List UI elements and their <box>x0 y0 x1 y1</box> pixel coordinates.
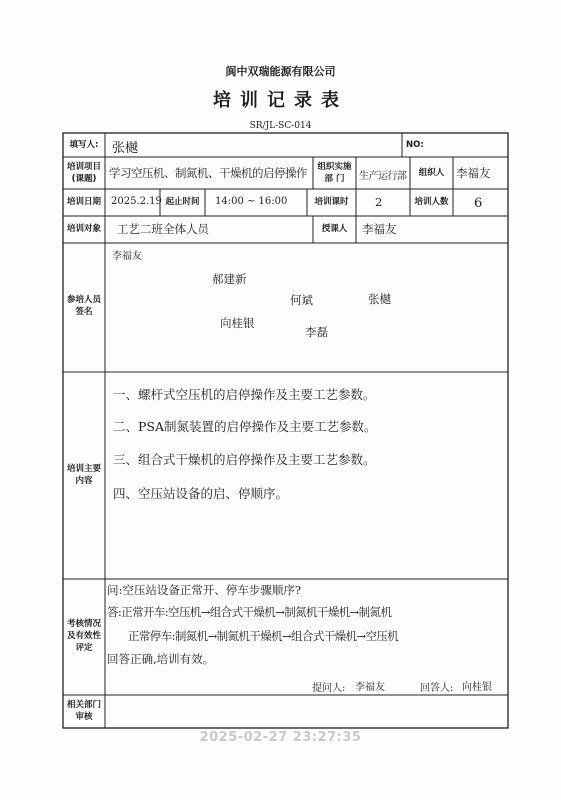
form-code: SR/JL-SC-014 <box>249 121 312 131</box>
target-value: 工艺二班全体人员 <box>117 222 209 236</box>
main-content-label: 培训主要 内容 <box>66 464 101 486</box>
company-name: 阆中双瑞能源有限公司 <box>225 65 336 78</box>
organizer-label: 组织人 <box>418 168 445 178</box>
lecturer-label: 授课人 <box>321 224 348 234</box>
date-label: 培训日期 <box>66 197 101 207</box>
org-dept-value: 生产运行部 <box>359 171 407 182</box>
form-title: 培训记录表 <box>213 90 348 111</box>
evaluation-answer-stop: 正常停车:制氮机→制氮机干燥机→组合式干燥机→空压机 <box>128 629 399 643</box>
participant-signature: 李磊 <box>305 325 328 339</box>
content-line: 三、组合式干燥机的启停操作及主要工艺参数。 <box>113 452 376 467</box>
evaluation-result: 回答正确,培训有效。 <box>107 652 215 666</box>
no-label: NO: <box>406 140 424 150</box>
participants-label: 参培人员 签名 <box>66 295 101 317</box>
org-dept-label: 组织实施 部 门 <box>317 162 352 184</box>
project-label: 培训项目 (课题) <box>66 162 101 184</box>
date-value: 2025.2.19 <box>111 196 162 207</box>
writer-value: 张樾 <box>112 141 139 156</box>
hours-value: 2 <box>375 195 383 209</box>
answerer-signature: 向桂银 <box>462 682 492 693</box>
participant-signature: 郝建新 <box>212 272 247 286</box>
content-line: 二、PSA制氮装置的启停操作及主要工艺参数。 <box>113 419 377 434</box>
evaluation-answer-start: 答:正常开车:空压机→组合式干燥机→制氮机干燥机→制氮机 <box>107 605 392 619</box>
timestamp-watermark: 2025-02-27 23:27:35 <box>199 730 362 745</box>
evaluation-label: 考核情况 及有效性 评定 <box>66 619 101 653</box>
hours-label: 培训课时 <box>314 197 349 207</box>
content-line: 四、空压站设备的启、停顺序。 <box>113 486 289 501</box>
count-label: 培训人数 <box>414 197 449 207</box>
organizer-value: 李福友 <box>456 166 491 180</box>
asker-label: 提问人: <box>312 683 346 694</box>
time-range-value: 14:00 ~ 16:00 <box>215 196 288 207</box>
dept-review-label: 相关部门 审核 <box>66 700 101 722</box>
content-line: 一、螺杆式空压机的启停操作及主要工艺参数。 <box>113 387 376 402</box>
answerer-label: 回答人: <box>420 683 454 694</box>
project-value: 学习空压机、制氮机、干燥机的启停操作 <box>109 166 307 180</box>
participant-signature: 张樾 <box>368 292 391 306</box>
target-label: 培训对象 <box>66 224 101 234</box>
start-time-label: 起止时间 <box>165 197 200 207</box>
lecturer-value: 李福友 <box>362 222 397 236</box>
asker-signature: 李福友 <box>355 682 385 693</box>
writer-label: 填写人: <box>69 140 99 150</box>
participant-signature: 向桂银 <box>220 316 255 330</box>
count-value: 6 <box>474 196 483 211</box>
evaluation-question: 问:空压站设备正常开、停车步骤顺序? <box>107 583 302 597</box>
participant-signature: 何斌 <box>290 293 313 307</box>
participant-signature: 李福友 <box>112 251 142 262</box>
